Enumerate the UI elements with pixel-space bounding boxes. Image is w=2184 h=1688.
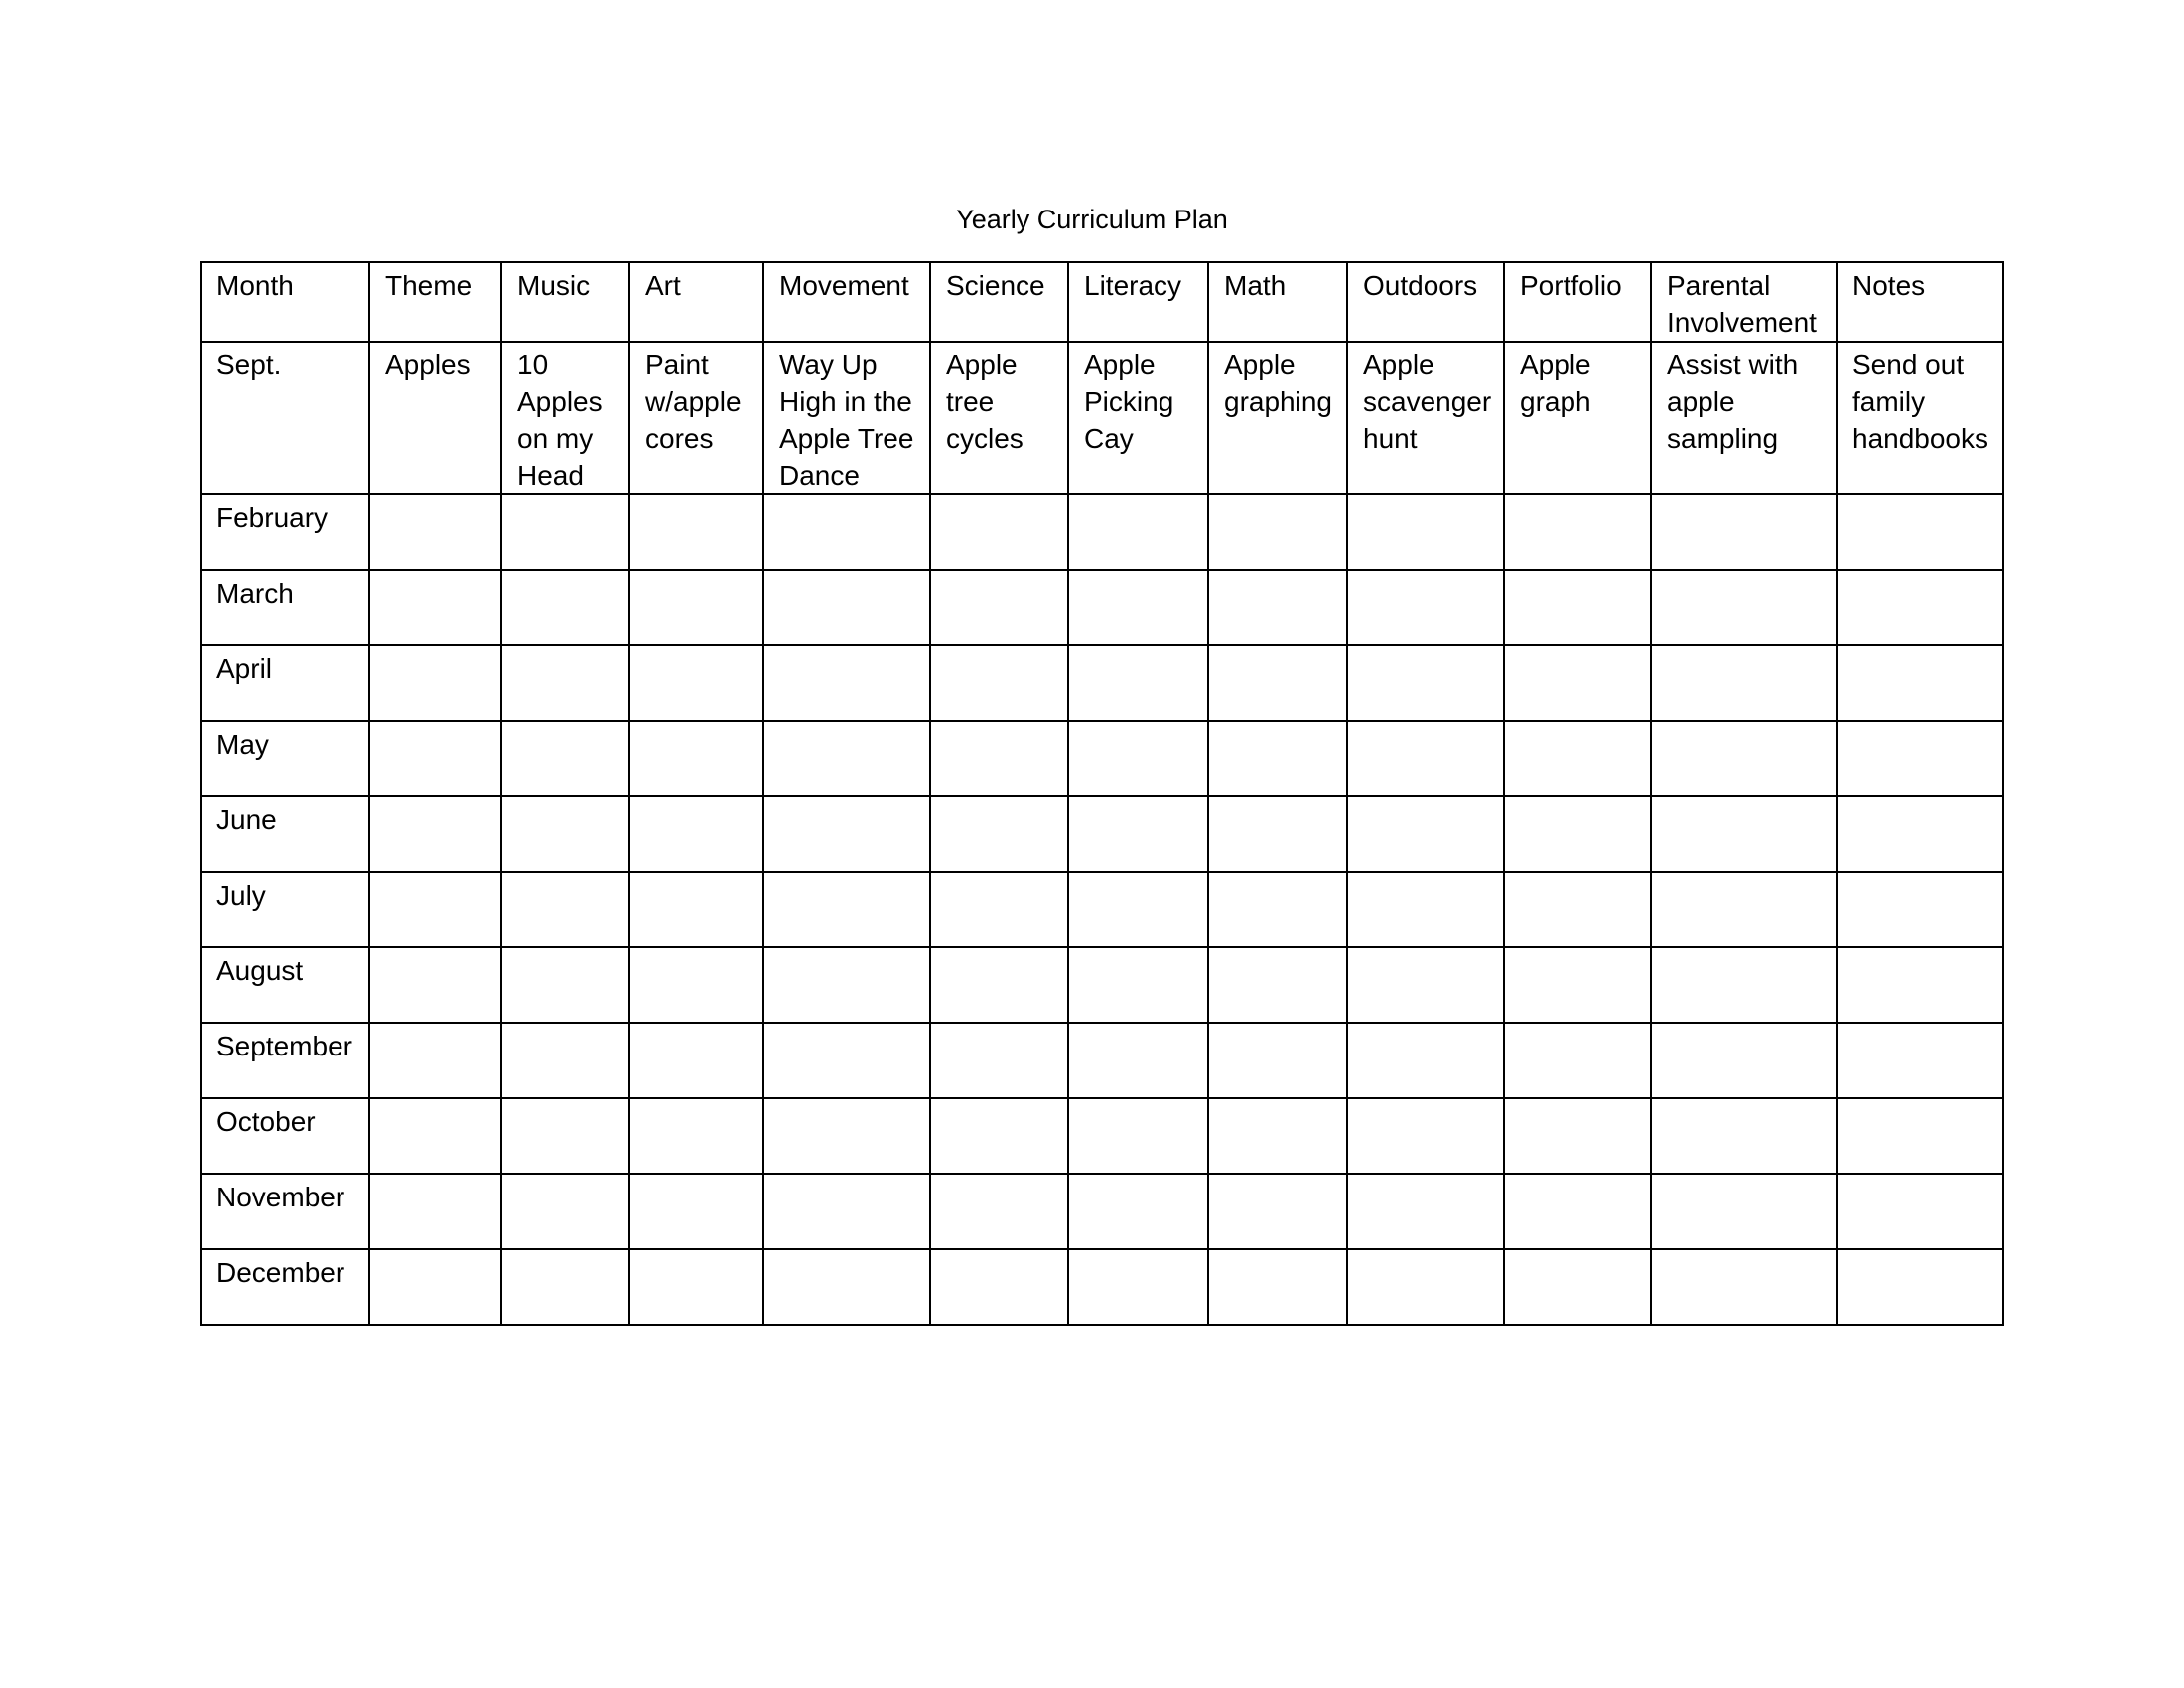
header-cell-music: Music [501,262,629,342]
cell-portfolio [1504,947,1651,1023]
cell-math: Apple graphing [1208,342,1347,494]
cell-science [930,947,1068,1023]
cell-movement [763,1098,930,1174]
cell-math [1208,1023,1347,1098]
cell-portfolio [1504,1174,1651,1249]
cell-notes [1837,1249,2003,1325]
cell-music [501,721,629,796]
cell-music [501,494,629,570]
cell-music [501,645,629,721]
cell-parental-involvement [1651,1174,1837,1249]
cell-parental-involvement [1651,1249,1837,1325]
cell-theme [369,1023,501,1098]
cell-movement [763,570,930,645]
cell-outdoors [1347,796,1504,872]
page-title: Yearly Curriculum Plan [956,205,1228,234]
cell-science: Apple tree cycles [930,342,1068,494]
cell-portfolio [1504,1098,1651,1174]
cell-parental-involvement: Assist with apple sampling [1651,342,1837,494]
cell-portfolio [1504,796,1651,872]
header-cell-literacy: Literacy [1068,262,1208,342]
cell-literacy [1068,721,1208,796]
header-cell-movement: Movement [763,262,930,342]
cell-notes [1837,1023,2003,1098]
cell-music [501,570,629,645]
cell-art [629,1098,763,1174]
cell-month: February [201,494,369,570]
cell-portfolio [1504,1023,1651,1098]
cell-movement [763,721,930,796]
cell-movement [763,796,930,872]
cell-art [629,1174,763,1249]
cell-outdoors [1347,645,1504,721]
table-row [201,947,2003,1023]
cell-notes [1837,1098,2003,1174]
table-row [201,872,2003,947]
cell-science [930,570,1068,645]
cell-notes [1837,872,2003,947]
cell-literacy [1068,1023,1208,1098]
cell-notes [1837,645,2003,721]
cell-notes [1837,721,2003,796]
cell-theme [369,1174,501,1249]
cell-month: November [201,1174,369,1249]
cell-parental-involvement [1651,721,1837,796]
cell-month: July [201,872,369,947]
cell-movement [763,645,930,721]
table-row [201,1023,2003,1098]
cell-portfolio [1504,494,1651,570]
cell-outdoors [1347,1098,1504,1174]
cell-science [930,721,1068,796]
cell-theme [369,1098,501,1174]
header-cell-art: Art [629,262,763,342]
cell-music [501,1249,629,1325]
table-row [201,494,2003,570]
table-row [201,1174,2003,1249]
cell-literacy [1068,1098,1208,1174]
cell-music [501,872,629,947]
cell-math [1208,494,1347,570]
cell-science [930,645,1068,721]
cell-parental-involvement [1651,494,1837,570]
cell-parental-involvement [1651,796,1837,872]
cell-outdoors [1347,947,1504,1023]
cell-outdoors [1347,1249,1504,1325]
cell-science [930,1249,1068,1325]
cell-parental-involvement [1651,645,1837,721]
header-cell-parental-involvement: Parental Involvement [1651,262,1837,342]
cell-theme [369,721,501,796]
cell-outdoors [1347,721,1504,796]
cell-movement [763,1023,930,1098]
cell-portfolio [1504,721,1651,796]
cell-outdoors [1347,1174,1504,1249]
cell-outdoors [1347,494,1504,570]
cell-math [1208,570,1347,645]
cell-math [1208,947,1347,1023]
cell-literacy [1068,872,1208,947]
cell-art [629,645,763,721]
cell-month: August [201,947,369,1023]
cell-art [629,1023,763,1098]
table-row [201,570,2003,645]
cell-month: June [201,796,369,872]
curriculum-table [200,261,2004,1326]
cell-art [629,570,763,645]
cell-outdoors [1347,570,1504,645]
cell-movement [763,872,930,947]
cell-month: March [201,570,369,645]
table-row [201,721,2003,796]
cell-movement [763,947,930,1023]
cell-notes: Send out family handbooks [1837,342,2003,494]
cell-portfolio: Apple graph [1504,342,1651,494]
cell-outdoors: Apple scavenger hunt [1347,342,1504,494]
cell-music [501,796,629,872]
header-cell-math: Math [1208,262,1347,342]
header-cell-month: Month [201,262,369,342]
cell-music [501,1023,629,1098]
cell-science [930,872,1068,947]
cell-science [930,796,1068,872]
cell-music [501,1098,629,1174]
cell-art: Paint w/apple cores [629,342,763,494]
cell-theme [369,570,501,645]
cell-movement [763,1174,930,1249]
cell-art [629,494,763,570]
cell-notes [1837,796,2003,872]
cell-theme [369,1249,501,1325]
cell-parental-involvement [1651,872,1837,947]
header-cell-theme: Theme [369,262,501,342]
cell-parental-involvement [1651,570,1837,645]
cell-outdoors [1347,872,1504,947]
cell-music [501,1174,629,1249]
cell-theme: Apples [369,342,501,494]
cell-notes [1837,947,2003,1023]
cell-literacy [1068,1249,1208,1325]
cell-portfolio [1504,645,1651,721]
cell-literacy [1068,796,1208,872]
cell-notes [1837,1174,2003,1249]
cell-literacy [1068,645,1208,721]
cell-movement: Way Up High in the Apple Tree Dance [763,342,930,494]
cell-math [1208,1249,1347,1325]
cell-theme [369,494,501,570]
cell-parental-involvement [1651,1098,1837,1174]
cell-notes [1837,570,2003,645]
cell-art [629,721,763,796]
header-cell-notes: Notes [1837,262,2003,342]
cell-month: December [201,1249,369,1325]
cell-math [1208,645,1347,721]
table-row-sept [201,342,2003,494]
cell-math [1208,721,1347,796]
table-row [201,1098,2003,1174]
cell-math [1208,796,1347,872]
cell-month: October [201,1098,369,1174]
cell-art [629,1249,763,1325]
table-row [201,645,2003,721]
cell-theme [369,872,501,947]
cell-month: April [201,645,369,721]
cell-science [930,1098,1068,1174]
cell-month: May [201,721,369,796]
cell-portfolio [1504,872,1651,947]
cell-art [629,872,763,947]
cell-art [629,947,763,1023]
table-row [201,1249,2003,1325]
cell-movement [763,1249,930,1325]
cell-math [1208,872,1347,947]
cell-parental-involvement [1651,1023,1837,1098]
cell-movement [763,494,930,570]
cell-music [501,947,629,1023]
table-row [201,796,2003,872]
cell-notes [1837,494,2003,570]
cell-literacy [1068,570,1208,645]
header-cell-science: Science [930,262,1068,342]
cell-science [930,1023,1068,1098]
cell-music: 10 Apples on my Head [501,342,629,494]
cell-literacy [1068,494,1208,570]
cell-literacy [1068,947,1208,1023]
cell-theme [369,796,501,872]
cell-literacy [1068,1174,1208,1249]
cell-math [1208,1174,1347,1249]
cell-month: Sept. [201,342,369,494]
cell-portfolio [1504,1249,1651,1325]
cell-month: September [201,1023,369,1098]
cell-literacy: Apple Picking Cay [1068,342,1208,494]
cell-theme [369,645,501,721]
header-cell-portfolio: Portfolio [1504,262,1651,342]
cell-parental-involvement [1651,947,1837,1023]
cell-outdoors [1347,1023,1504,1098]
cell-science [930,494,1068,570]
cell-art [629,796,763,872]
header-cell-outdoors: Outdoors [1347,262,1504,342]
cell-math [1208,1098,1347,1174]
cell-portfolio [1504,570,1651,645]
cell-theme [369,947,501,1023]
header-row [201,262,2003,342]
cell-science [930,1174,1068,1249]
